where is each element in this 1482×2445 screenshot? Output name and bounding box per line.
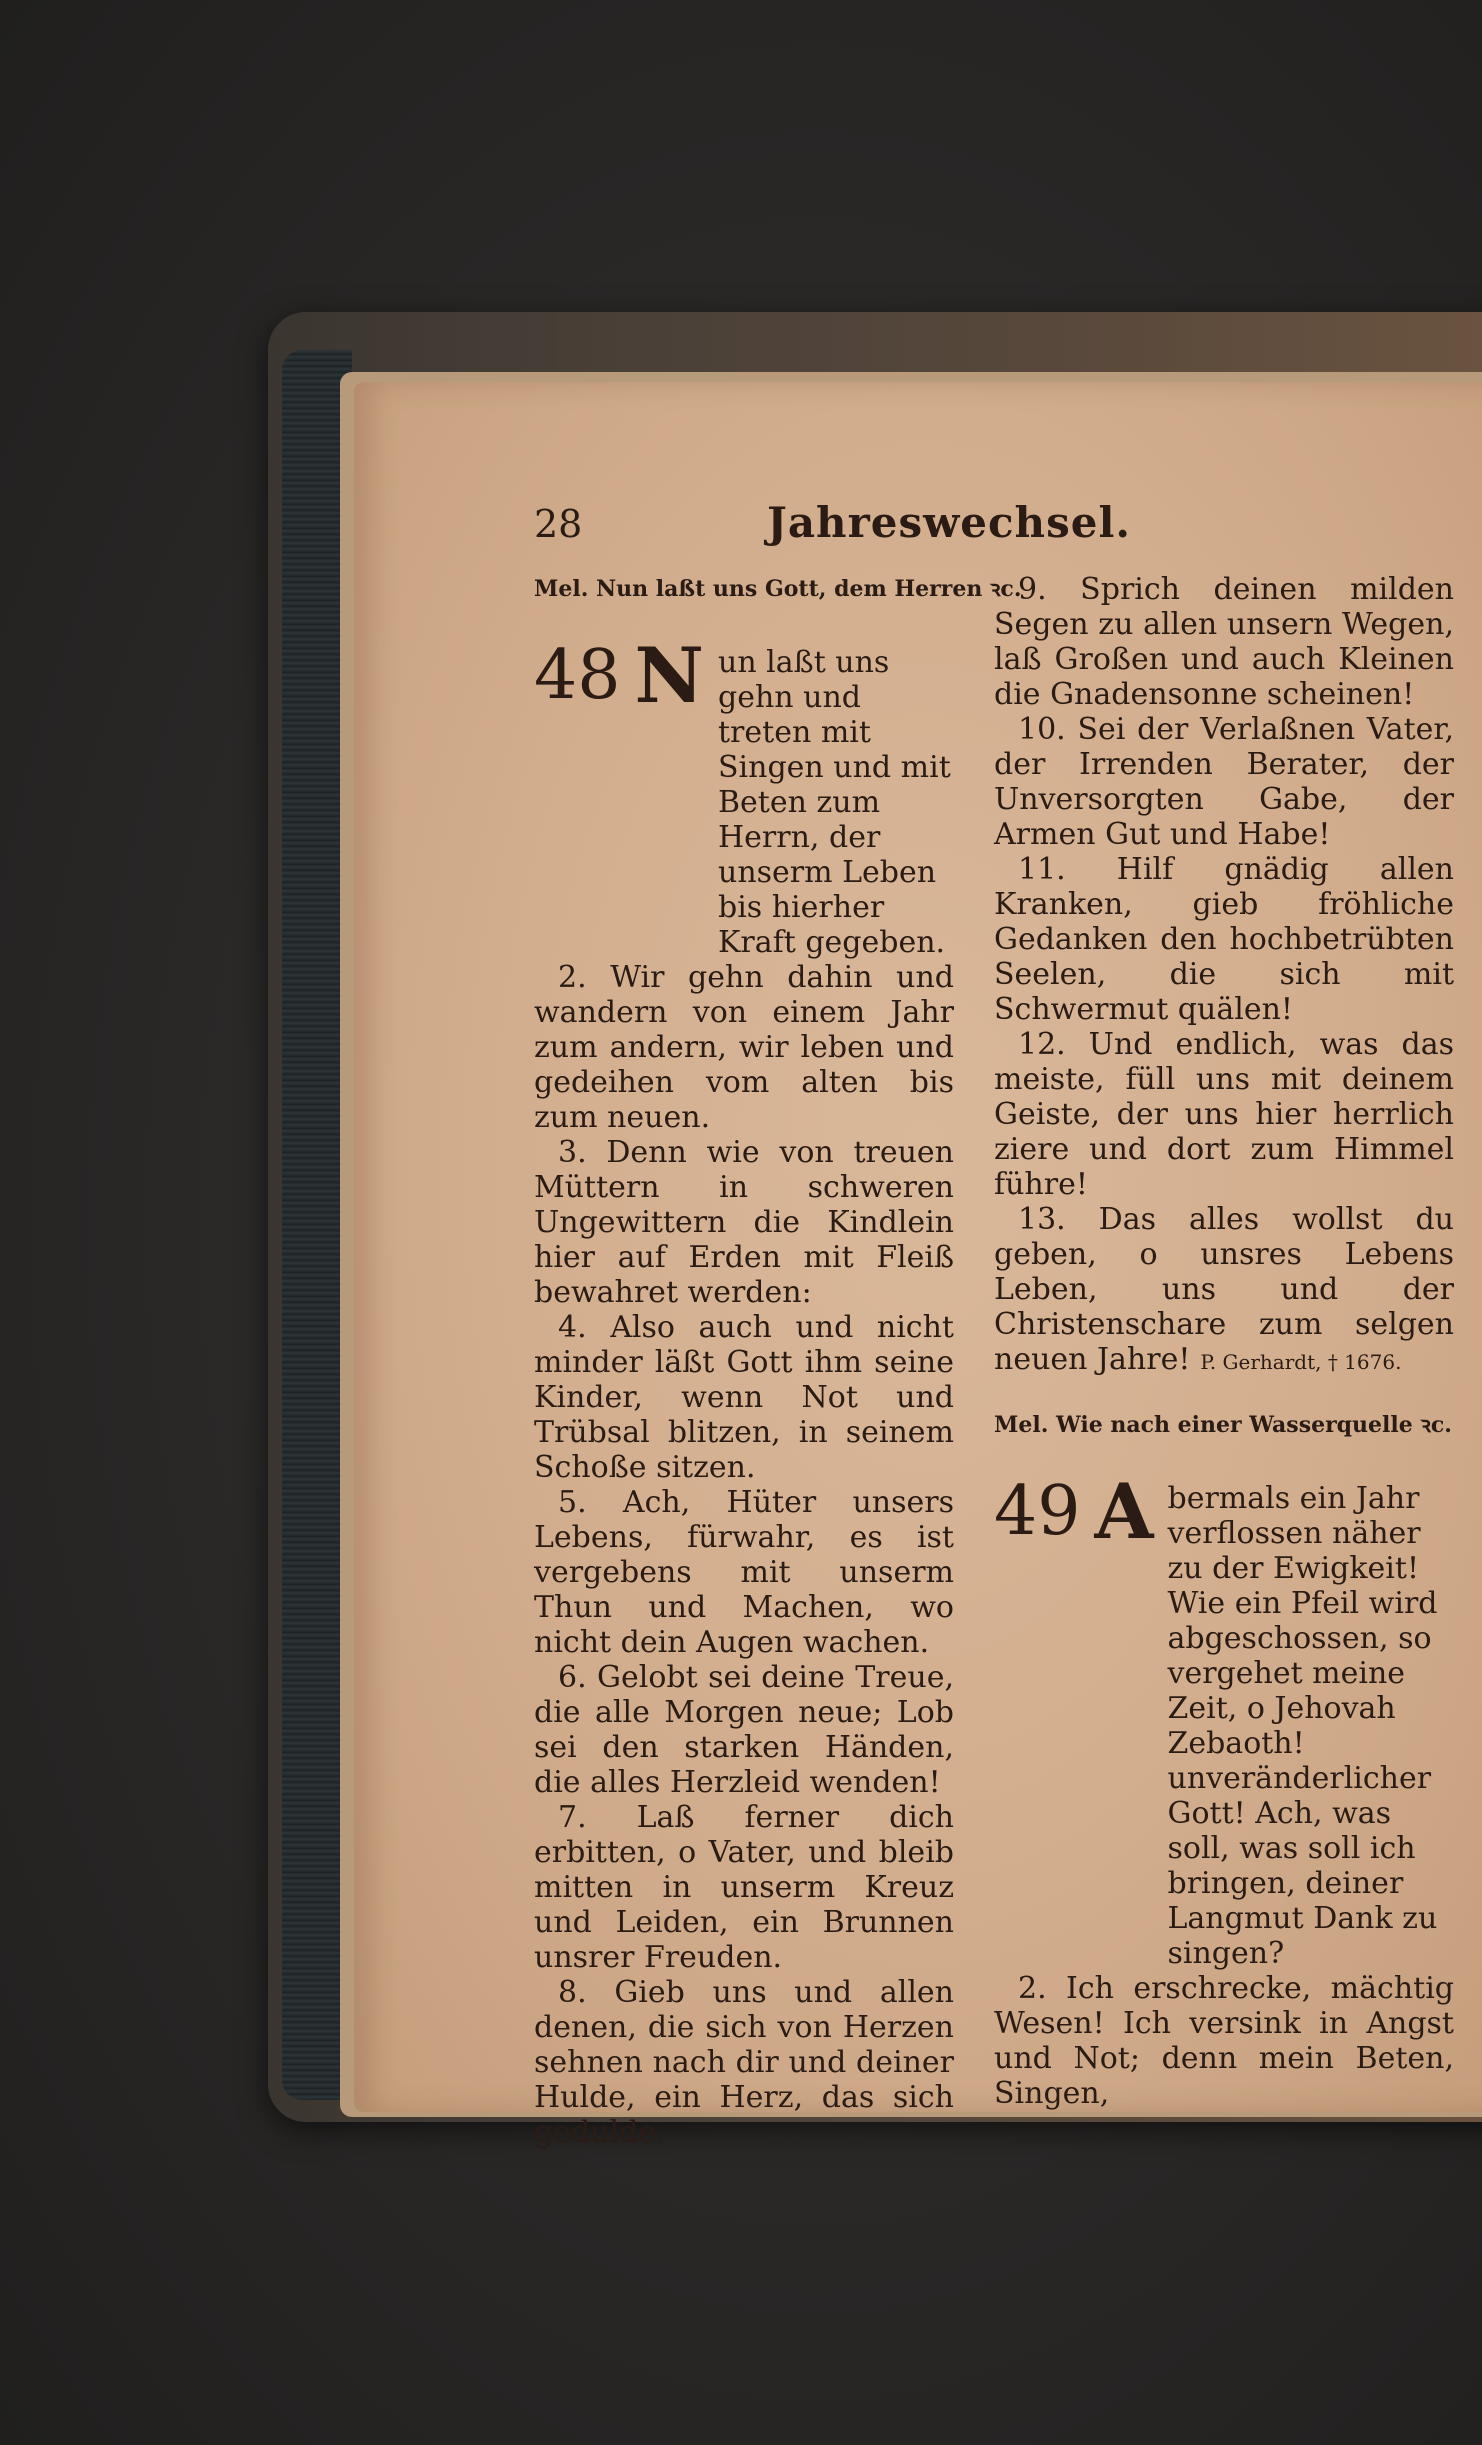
verse-text: 13. Das alles wollst du geben, o unsres Lebens Leben, uns und der Christenschare zum selgen neuen Jahre! (994, 1202, 1454, 1377)
verse: 9. Sprich deinen milden Segen zu allen unsern Wegen, laß Großen und auch Kleinen die Gnadensonne scheinen! (994, 572, 1454, 712)
spacer (994, 1380, 1454, 1408)
running-title: Jahreswechsel. (766, 498, 1132, 547)
hymn-49-opening (994, 1467, 1454, 1971)
verse: 4. Also auch und nicht minder läßt Gott ihm seine Kinder, wenn Not und Trübsal blitzen, in seinem Schoße sitzen. (534, 1310, 954, 1485)
verse: 11. Hilf gnädig allen Kranken, gieb fröhliche Gedanken den hochbetrübten Seelen, die sich mit Schwermut quälen! (994, 852, 1454, 1027)
right-column (994, 572, 1454, 2111)
verse: 2. Ich erschrecke, mächtig Wesen! Ich versink in Angst und Not; denn mein Beten, Singen, (994, 1971, 1454, 2111)
drop-cap: N (634, 631, 704, 720)
hymn-48-opening (534, 631, 954, 960)
verse: 3. Denn wie von treuen Müttern in schweren Ungewittern die Kindlein hier auf Erden mit Fleiß bewahret werden: (534, 1135, 954, 1310)
author-credit: P. Gerhardt, † 1676. (1200, 1350, 1402, 1374)
verse: 10. Sei der Verlaßnen Vater, der Irrenden Berater, der Unversorgten Gabe, der Armen Gut und Habe! (994, 712, 1454, 852)
book-page (354, 382, 1482, 2150)
page-number: 28 (534, 502, 583, 546)
verse: 8. Gieb uns und allen denen, die sich von Herzen sehnen nach dir und deiner Hulde, ein Herz, das sich gedulde. (534, 1975, 954, 2150)
melody-line: Mel. Wie nach einer Wasserquelle ꝛc. (994, 1412, 1452, 1438)
hymn-number: 48 (534, 636, 621, 715)
left-column (534, 572, 1022, 2150)
verse (994, 1202, 1454, 1380)
verse: 5. Ach, Hüter unsers Lebens, fürwahr, es ist vergebens mit unserm Thun und Machen, wo nicht dein Augen wachen. (534, 1485, 954, 1660)
hymn-opening-text: un laßt uns gehn und treten mit Singen und mit Beten zum Herrn, der unserm Leben bis hierher Kraft gegeben. (718, 645, 951, 960)
verse: 2. Wir gehn dahin und wandern von einem Jahr zum andern, wir leben und gedeihen vom alten bis zum neuen. (534, 960, 954, 1135)
verse: 12. Und endlich, was das meiste, füll uns mit deinem Geiste, der uns hier herrlich ziere und dort zum Himmel führe! (994, 1027, 1454, 1202)
verse: 6. Gelobt sei deine Treue, die alle Morgen neue; Lob sei den starken Händen, die alles Herzleid wenden! (534, 1660, 954, 1800)
melody-line: Mel. Nun laßt uns Gott, dem Herren ꝛc. (534, 576, 1022, 602)
verse: 7. Laß ferner dich erbitten, o Vater, und bleib mitten in unserm Kreuz und Leiden, ein Brunnen unsrer Freuden. (534, 1800, 954, 1975)
drop-cap: A (1094, 1467, 1154, 1556)
hymn-opening-text: bermals ein Jahr verflossen näher zu der Ewigkeit! Wie ein Pfeil wird abgeschossen, so vergehet meine Zeit, o Jehovah Zebaoth! unveränderlicher Gott! Ach, was soll, was soll ich bringen, deiner Langmut Dank zu singen? (1167, 1481, 1438, 1971)
page-header (534, 498, 1364, 562)
hymn-number: 49 (994, 1472, 1081, 1551)
